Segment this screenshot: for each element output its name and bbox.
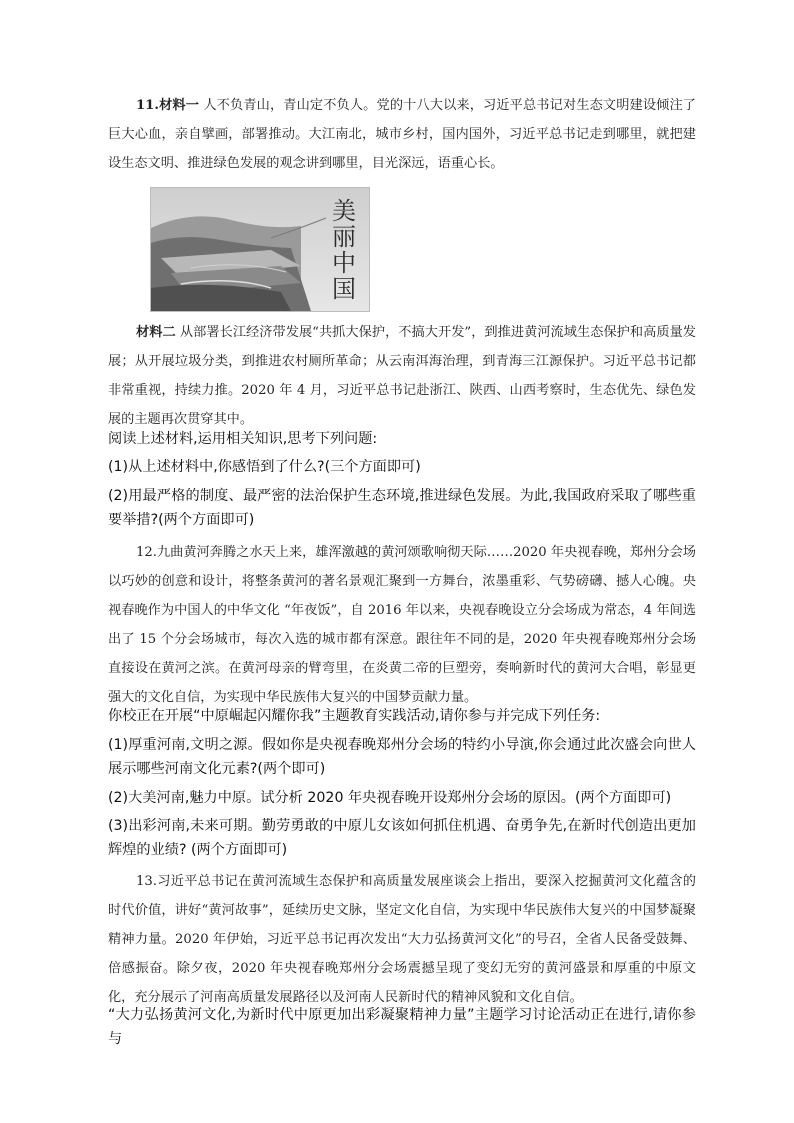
q12-question-3: (3)出彩河南,未来可期。勤劳勇敢的中原儿女该如何抓住机遇、奋勇争先,在新时代创造出更加辉煌的业绩? (两个方面即可) bbox=[108, 818, 696, 858]
q11-material-one bbox=[108, 91, 696, 178]
q11-material-one-label: 材料一 bbox=[158, 98, 200, 113]
q12-passage: 12.九曲黄河奔腾之水天上来，雄浑激越的黄河颂歌响彻天际……2020 年央视春晚，郑州分会场以巧妙的创意和设计，将整条黄河的著名景观汇聚到一方舞台，浓墨重彩、气势磅礴、撼人心魄。央视春晚作为中国人的中华文化 “年夜饭”，自 2016 年以来，央视春晚设立分会场成为常态，4 年间选出了 15 个分会场城市，每次入选的城市都有深意。跟往年不同的是，2020 年央视春晚郑州分会场直接设在黄河之滨。在黄河母亲的臂弯里，在炎黄二帝的巨塑旁，奏响新时代的黄河大合唱，彰显更强大的文化自信，为实现中华民族伟大复兴的中国梦贡献力量。 bbox=[108, 545, 696, 705]
q11-question-1: (1)从上述材料中,你感悟到了什么?(三个方面即可) bbox=[108, 459, 421, 475]
q11-material-two bbox=[108, 318, 696, 434]
illustration-calligraphy: 美丽中国 bbox=[332, 197, 356, 303]
q12-question-2: (2)大美河南,魅力中原。试分析 2020 年央视春晚开设郑州分会场的原因。(两个方面即可) bbox=[108, 790, 672, 806]
q11-material-two-label: 材料二 bbox=[136, 325, 176, 340]
q11-question-2: (2)用最严格的制度、最严密的法治保护生态环境,推进绿色发展。为此,我国政府采取了哪些重要举措?(两个方面即可) bbox=[108, 488, 696, 528]
q12-question-1: (1)厚重河南,文明之源。假如你是央视春晚郑州分会场的特约小导演,你会通过此次盛会向世人展示哪些河南文化元素?(两个即可) bbox=[108, 737, 696, 777]
q11-material-two-text: 从部署长江经济带发展“共抓大保护，不搞大开发”，到推进黄河流域生态保护和高质量发展；从开展垃圾分类，到推进农村厕所革命；从云南洱海治理，到青海三江源保护。习近平总书记都非常重视，持续力推。2020 年 4 月，习近平总书记赴浙江、陕西、山西考察时，生态优先、绿色发展的主题再次贯穿其中。 bbox=[108, 325, 696, 427]
q11-material-one-text: 人不负青山，青山定不负人。党的十八大以来，习近平总书记对生态文明建设倾注了巨大心血，亲自擘画，部署推动。大江南北，城市乡村，国内国外，习近平总书记走到哪里，就把建设生态文明、推进绿色发展的观念讲到哪里，目光深远，语重心长。 bbox=[108, 98, 696, 171]
q12-instruction: 你校正在开展“中原崛起闪耀你我”主题教育实践活动,请你参与并完成下列任务: bbox=[108, 708, 601, 724]
q11-instruction: 阅读上述材料,运用相关知识,思考下列问题: bbox=[108, 431, 378, 447]
q13-passage: 13.习近平总书记在黄河流域生态保护和高质量发展座谈会上指出，要深入挖掘黄河文化蕴含的时代价值，讲好“黄河故事”，延续历史文脉，坚定文化自信，为实现中华民族伟大复兴的中国梦凝聚精神力量。2020 年伊始，习近平总书记再次发出“大力弘扬黄河文化”的号召，全省人民备受鼓舞、倍感振奋。除夕夜，2020 年央视春晚郑州分会场震撼呈现了变幻无穷的黄河盛景和厚重的中原文化，充分展示了河南高质量发展路径以及河南人民新时代的精神风貌和文化自信。 bbox=[108, 874, 696, 1005]
q13-instruction: “大力弘扬黄河文化,为新时代中原更加出彩凝聚精神力量”主题学习讨论活动正在进行,请你参与 bbox=[108, 1007, 696, 1047]
q11-number: 11. bbox=[136, 98, 159, 113]
beautiful-china-illustration bbox=[150, 187, 370, 312]
